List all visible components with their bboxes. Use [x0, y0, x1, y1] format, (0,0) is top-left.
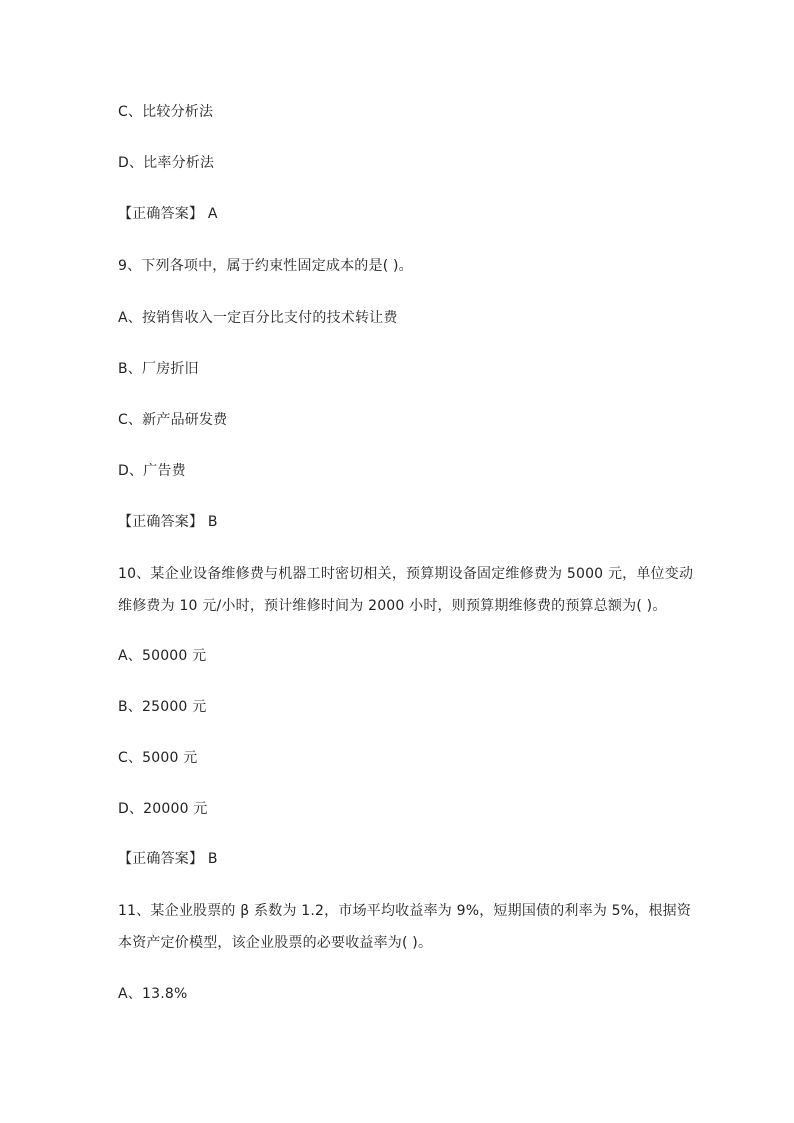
q8-correct-answer: 【正确答案】 A — [118, 206, 218, 222]
q11-option-a: A、13.8% — [118, 986, 188, 1002]
q10-option-b: B、25000 元 — [118, 699, 207, 715]
q9-correct-answer: 【正确答案】 B — [118, 514, 218, 530]
q9-option-d: D、广告费 — [118, 463, 186, 479]
q11-question-line-2: 本资产定价模型，该企业股票的必要收益率为( )。 — [118, 935, 433, 951]
q9-question: 9、下列各项中，属于约束性固定成本的是( )。 — [118, 258, 413, 274]
q10-option-d: D、20000 元 — [118, 801, 208, 817]
q10-option-a: A、50000 元 — [118, 648, 207, 664]
q10-option-c: C、5000 元 — [118, 750, 198, 766]
q9-option-b: B、厂房折旧 — [118, 361, 199, 377]
q10-question-line-1: 10、某企业设备维修费与机器工时密切相关，预算期设备固定维修费为 5000 元，单位变动 — [118, 566, 694, 582]
q10-correct-answer: 【正确答案】 B — [118, 851, 218, 867]
q8-option-d: D、比率分析法 — [118, 155, 215, 171]
q9-option-a: A、按销售收入一定百分比支付的技术转让费 — [118, 310, 398, 326]
q11-question-line-1: 11、某企业股票的 β 系数为 1.2，市场平均收益率为 9%，短期国债的利率为 5%，根据资 — [118, 903, 692, 919]
q10-question-line-2: 维修费为 10 元/小时，预计维修时间为 2000 小时，则预算期维修费的预算总额为( )。 — [118, 598, 667, 614]
q9-option-c: C、新产品研发费 — [118, 412, 228, 428]
q8-option-c: C、比较分析法 — [118, 104, 214, 120]
